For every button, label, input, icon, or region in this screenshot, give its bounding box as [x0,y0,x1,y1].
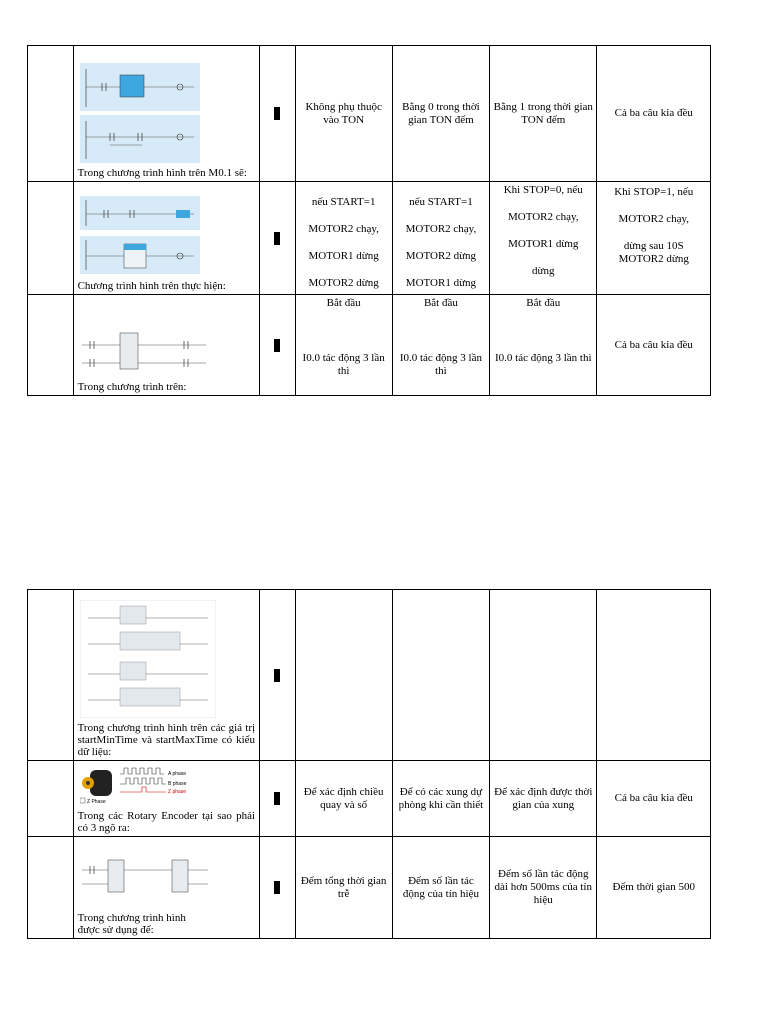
option-b: Đếm số lần tác động của tín hiệu [392,837,489,939]
option-d: Đếm thời gian 500 [597,837,711,939]
option-a: Đếm tổng thời gian trễ [295,837,392,939]
question-cell [73,590,259,761]
question-row [28,837,711,939]
b-phase-label: B phase [167,781,186,787]
question-text: Trong chương trình hình trên các giá trị startMinTime và startMaxTime có kiểu dữ liệu: [77,722,256,758]
question-table-1 [27,45,711,396]
option-c: Khi STOP=0, nếu MOTOR2 chạy, MOTOR1 dừng dừng [490,182,597,295]
option-b [392,590,489,761]
question-row [28,761,711,837]
option-c: Bằng 1 trong thời gian TON đếm [490,46,597,182]
option-b: Bằng 0 trong thời gian TON đếm [392,46,489,182]
answer-marker [274,232,280,245]
question-cell [73,761,259,837]
option-d: Cả ba câu kia đều [597,46,711,182]
option-a: Bắt đầu I0.0 tác động 3 lần thì [295,295,392,396]
ladder-diagram-figure [80,196,200,276]
z-phase-checkbox-label: Z Phase [86,799,106,805]
option-b: Để có các xung dự phòng khi cần thiết [392,761,489,837]
rotary-encoder-figure [80,766,210,806]
answer-marker [274,107,280,120]
question-cell [73,182,259,295]
number-cell [28,46,74,182]
option-a: nếu START=1 MOTOR2 chạy, MOTOR1 dừng MOTOR2 dừng [295,182,392,295]
option-d: Khi STOP=1, nếu MOTOR2 chạy, dừng sau 10S MOTOR2 dừng [597,182,711,295]
option-c [490,590,597,761]
option-b: nếu START=1 MOTOR2 chạy, MOTOR2 dừng MOTOR1 dừng [392,182,489,295]
answer-marker [274,881,280,894]
option-c: Để xác định được thời gian của xung [490,761,597,837]
answer-marker [274,792,280,805]
option-d: Cả ba câu kia đều [597,295,711,396]
answer-marker-cell [260,295,295,396]
number-cell [28,295,74,396]
option-d: Cả ba câu kia đều [597,761,711,837]
conversion-blocks-figure [80,600,216,718]
question-row [28,295,711,396]
a-phase-label: A phase [167,771,186,777]
question-text: Trong chương trình trên: [77,381,187,393]
answer-marker-cell [260,837,295,939]
answer-marker [274,669,280,682]
question-table-2 [27,589,711,939]
option-b: Bắt đầu I0.0 tác động 3 lần thì [392,295,489,396]
question-row [28,182,711,295]
counter-diagram-figure [80,315,210,377]
answer-marker-cell [260,761,295,837]
option-d [597,590,711,761]
question-cell [73,46,259,182]
question-text: Trong chương trình hình trên M0.1 sẽ: [77,167,247,179]
question-cell [73,295,259,396]
z-phase-label: Z phase [167,789,186,795]
timer-diagram-figure [80,848,210,908]
answer-marker-cell [260,46,295,182]
number-cell [28,182,74,295]
question-text: Chương trình hình trên thực hiện: [77,280,226,292]
option-a: Không phụ thuộc vào TON [295,46,392,182]
option-c: Bắt đầu I0.0 tác động 3 lần thì [490,295,597,396]
answer-marker-cell [260,182,295,295]
number-cell [28,761,74,837]
answer-marker-cell [260,590,295,761]
option-a: Để xác định chiều quay và số [295,761,392,837]
number-cell [28,837,74,939]
answer-marker [274,339,280,352]
question-text: Trong các Rotary Encoder tại sao phải có 3 ngõ ra: [77,810,256,834]
ladder-diagram-figure [80,63,200,163]
option-c: Đếm số lần tác động dài hơn 500ms của tín hiệu [490,837,597,939]
question-row [28,46,711,182]
question-row [28,590,711,761]
option-a [295,590,392,761]
number-cell [28,590,74,761]
question-cell [73,837,259,939]
question-text: Trong chương trình hình được sử dụng để: [77,912,186,936]
